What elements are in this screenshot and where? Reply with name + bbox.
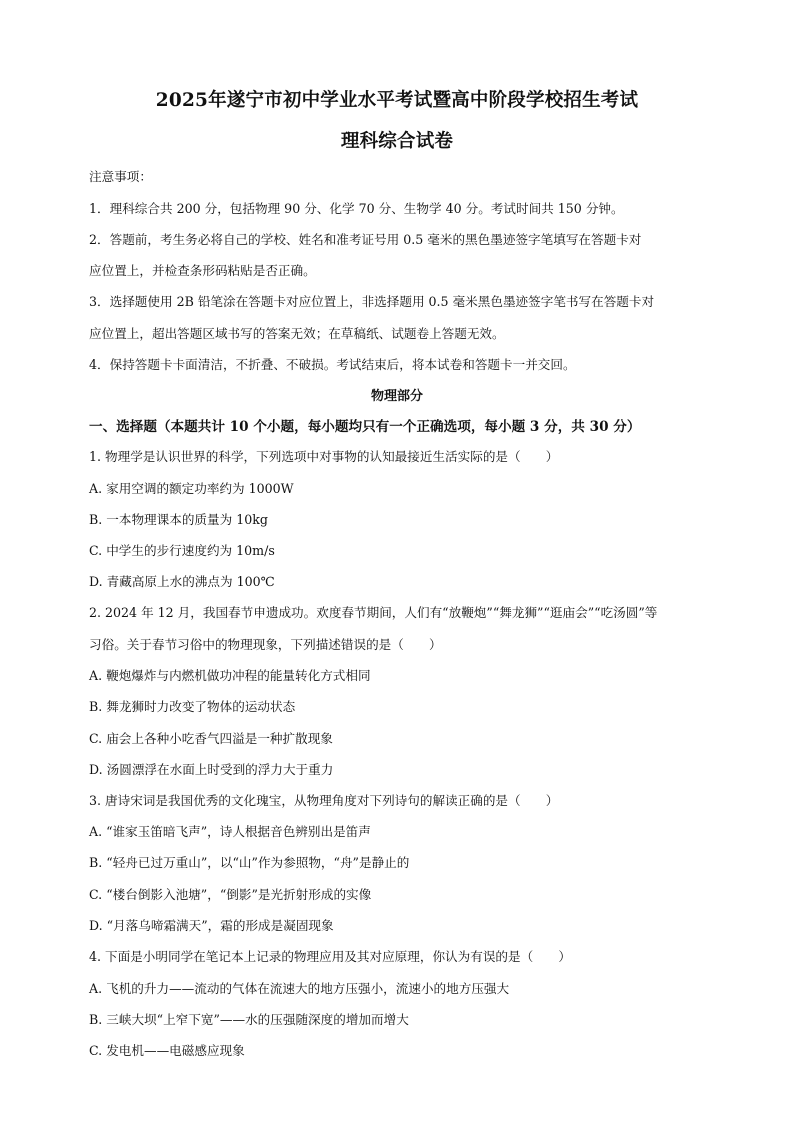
option-line: C. 中学生的步行速度约为 10m/s (89, 543, 275, 558)
option-line: B. 一本物理课本的质量为 10kg (89, 512, 268, 527)
notice-item: 4．保持答题卡卡面清洁，不折叠、不破损。考试结束后，将本试卷和答题卡一并交回。 (89, 357, 576, 372)
exam-title: 2025年遂宁市初中学业水平考试暨高中阶段学校招生考试 (155, 90, 639, 111)
option-line: A. “谁家玉笛暗飞声”，诗人根据音色辨别出是笛声 (89, 824, 371, 839)
option-line: B. “轻舟已过万重山”，以“山”作为参照物，“舟”是静止的 (89, 855, 410, 870)
exam-subtitle: 理科综合试卷 (340, 131, 454, 152)
option-line: A. 飞机的升力——流动的气体在流速大的地方压强小，流速小的地方压强大 (89, 981, 510, 996)
notice-item: 1．理科综合共 200 分，包括物理 90 分、化学 70 分、生物学 40 分。考试时间共 150 分钟。 (89, 201, 624, 216)
question-line: 习俗。关于春节习俗中的物理现象，下列描述错误的是（ ） (89, 637, 442, 652)
question-line: 4. 下面是小明同学在笔记本上记录的物理应用及其对应原理，你认为有误的是（ ） (89, 949, 571, 964)
option-line: C. 庙会上各种小吃香气四溢是一种扩散现象 (89, 731, 333, 746)
option-line: B. 舞龙狮时力改变了物体的运动状态 (89, 699, 296, 714)
question-line: 3. 唐诗宋词是我国优秀的文化瑰宝，从物理角度对下列诗句的解读正确的是（ ） (89, 793, 559, 808)
notice-heading: 注意事项： (89, 169, 152, 184)
notice-item: 应位置上，并检查条形码粘贴是否正确。 (89, 263, 316, 278)
section-title: 物理部分 (370, 389, 423, 404)
notice-item: 2．答题前，考生务必将自己的学校、姓名和准考证号用 0.5 毫米的黑色墨迹签字笔填写在答题卡对 (89, 232, 642, 247)
option-line: D. 汤圆漂浮在水面上时受到的浮力大于重力 (89, 762, 334, 777)
part-heading: 一、选择题（本题共计 10 个小题，每小题均只有一个正确选项，每小题 3 分，共 30 分） (89, 419, 641, 435)
notice-item: 应位置上，超出答题区域书写的答案无效；在草稿纸、试题卷上答题无效。 (89, 326, 505, 341)
option-line: A. 家用空调的额定功率约为 1000W (89, 481, 294, 496)
option-line: C. 发电机——电磁感应现象 (89, 1043, 245, 1058)
option-line: D. “月落乌啼霜满天”，霜的形成是凝固现象 (89, 918, 334, 933)
question-line: 2. 2024 年 12 月，我国春节申遗成功。欢度春节期间，人们有“放鞭炮”“舞龙狮”“逛庙会”“吃汤圆”等 (89, 605, 658, 620)
notice-item: 3．选择题使用 2B 铅笔涂在答题卡对应位置上，非选择题用 0.5 毫米黑色墨迹签字笔书写在答题卡对 (89, 294, 655, 309)
question-line: 1. 物理学是认识世界的科学，下列选项中对事物的认知最接近生活实际的是（ ） (89, 449, 559, 464)
option-line: B. 三峡大坝“上窄下宽”——水的压强随深度的增加而增大 (89, 1012, 409, 1027)
option-line: A. 鞭炮爆炸与内燃机做功冲程的能量转化方式相同 (89, 668, 371, 683)
option-line: C. “楼台倒影入池塘”，“倒影”是光折射形成的实像 (89, 887, 372, 902)
option-line: D. 青藏高原上水的沸点为 100℃ (89, 574, 275, 589)
